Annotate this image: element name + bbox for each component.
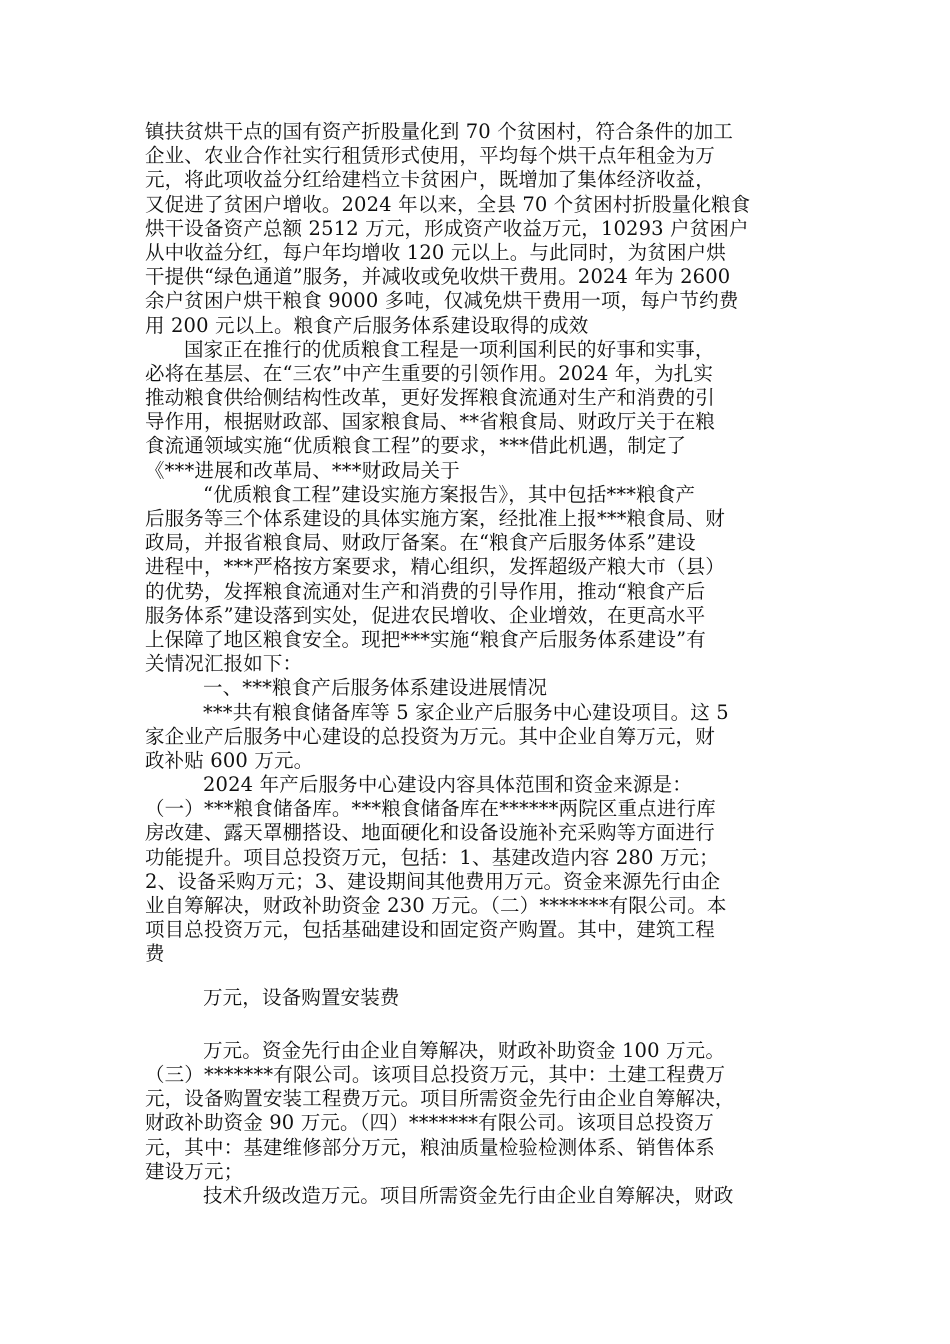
section-heading: 一、***粮食产后服务体系建设进展情况 — [203, 676, 548, 700]
text-line: 导作用，根据财政部、国家粮食局、**省粮食局、财政厅关于在粮 — [145, 410, 716, 434]
text-line: 进程中，***严格按方案要求，精心组织，发挥超级产粮大市（县） — [145, 555, 725, 579]
paragraph-start: 国家正在推行的优质粮食工程是一项利国利民的好事和实事， — [184, 337, 715, 361]
text-line: 食流通领域实施“优质粮食工程”的要求，***借此机遇，制定了 — [145, 434, 687, 458]
text-line: 必将在基层、在“三农”中产生重要的引领作用。2024 年，为扎实 — [145, 361, 714, 385]
text-line: 业自筹解决，财政补助资金 230 万元。（二）*******有限公司。本 — [145, 894, 727, 917]
text-line: 家企业产后服务中心建设的总投资为万元。其中企业自筹万元，财 — [145, 724, 715, 748]
text-line: 用 200 元以上。粮食产后服务体系建设取得的成效 — [145, 313, 589, 337]
text-line: 元，设备购置安装工程费万元。项目所需资金先行由企业自筹解决， — [145, 1087, 735, 1111]
text-line: 2、设备采购万元；3、建设期间其他费用万元。资金来源先行由企 — [145, 869, 721, 893]
text-line: 元，其中：基建维修部分万元，粮油质量检验检测体系、销售体系 — [145, 1135, 715, 1159]
text-line: （一）***粮食储备库。***粮食储备库在******两院区重点进行库 — [145, 797, 716, 821]
text-line: 烘干设备资产总额 2512 万元，形成资产收益万元，10293 户贫困户 — [145, 216, 749, 240]
text-line: 关情况汇报如下： — [145, 652, 303, 676]
text-line: 功能提升。项目总投资万元，包括：1、基建改造内容 280 万元； — [145, 845, 719, 869]
text-line: 上保障了地区粮食安全。现把***实施“粮食产后服务体系建设”有 — [145, 627, 706, 651]
paragraph-start: 技术升级改造万元。项目所需资金先行由企业自筹解决，财政 — [203, 1183, 734, 1207]
text-line: 元，将此项收益分红给建档立卡贫困户，既增加了集体经济收益， — [145, 168, 715, 192]
text-line: 企业、农业合作社实行租赁形式使用，平均每个烘干点年租金为万 — [145, 144, 715, 168]
text-line: 费 — [145, 942, 165, 966]
text-line: 政局，并报省粮食局、财政厅备案。在“粮食产后服务体系”建设 — [145, 531, 696, 555]
text-line: 房改建、露天罩棚搭设、地面硬化和设备设施补充采购等方面进行 — [145, 821, 715, 845]
text-line: 镇扶贫烘干点的国有资产折股量化到 70 个贫困村，符合条件的加工 — [145, 120, 734, 143]
text-line: 又促进了贫困户增收。2024 年以来，全县 70 个贫困村折股量化粮食 — [145, 192, 751, 216]
text-line: （三）*******有限公司。该项目总投资万元，其中：土建工程费万 — [145, 1062, 726, 1086]
text-line: “优质粮食工程”建设实施方案报告》，其中包括***粮食产 — [203, 482, 696, 506]
text-line: 后服务等三个体系建设的具体实施方案，经批准上报***粮食局、财 — [145, 507, 725, 530]
text-line: 推动粮食供给侧结构性改革，更好发挥粮食流通对生产和消费的引 — [145, 386, 715, 410]
paragraph-start: 万元，设备购置安装费 — [203, 985, 400, 1009]
document-body — [145, 120, 810, 1208]
text-line: 余户贫困户烘干粮食 9000 多吨，仅减免烘干费用一项，每户节约费 — [145, 289, 739, 313]
paragraph-start: 万元。资金先行由企业自筹解决，财政补助资金 100 万元。 — [203, 1038, 725, 1062]
text-line: 服务体系”建设落到实处，促进农民增收、企业增效，在更高水平 — [145, 603, 706, 627]
paragraph-start: ***共有粮食储备库等 5 家企业产后服务中心建设项目。这 5 — [203, 700, 729, 724]
paragraph-start: 2024 年产后服务中心建设内容具体范围和资金来源是： — [203, 773, 692, 797]
text-line: 项目总投资万元，包括基础建设和固定资产购置。其中，建筑工程 — [145, 918, 715, 942]
text-line: 从中收益分红，每户年均增收 120 元以上。与此同时，为贫困户烘 — [145, 240, 726, 264]
text-line: 的优势，发挥粮食流通对生产和消费的引导作用，推动“粮食产后 — [145, 579, 706, 603]
text-line: 《***进展和改革局、***财政局关于 — [145, 458, 460, 482]
text-line: 建设万元； — [145, 1159, 244, 1183]
text-line: 干提供“绿色通道”服务，并减收或免收烘干费用。2024 年为 2600 — [145, 265, 731, 289]
text-line: 政补贴 600 万元。 — [145, 748, 314, 772]
text-line: 财政补助资金 90 万元。（四）*******有限公司。该项目总投资万 — [145, 1111, 714, 1135]
